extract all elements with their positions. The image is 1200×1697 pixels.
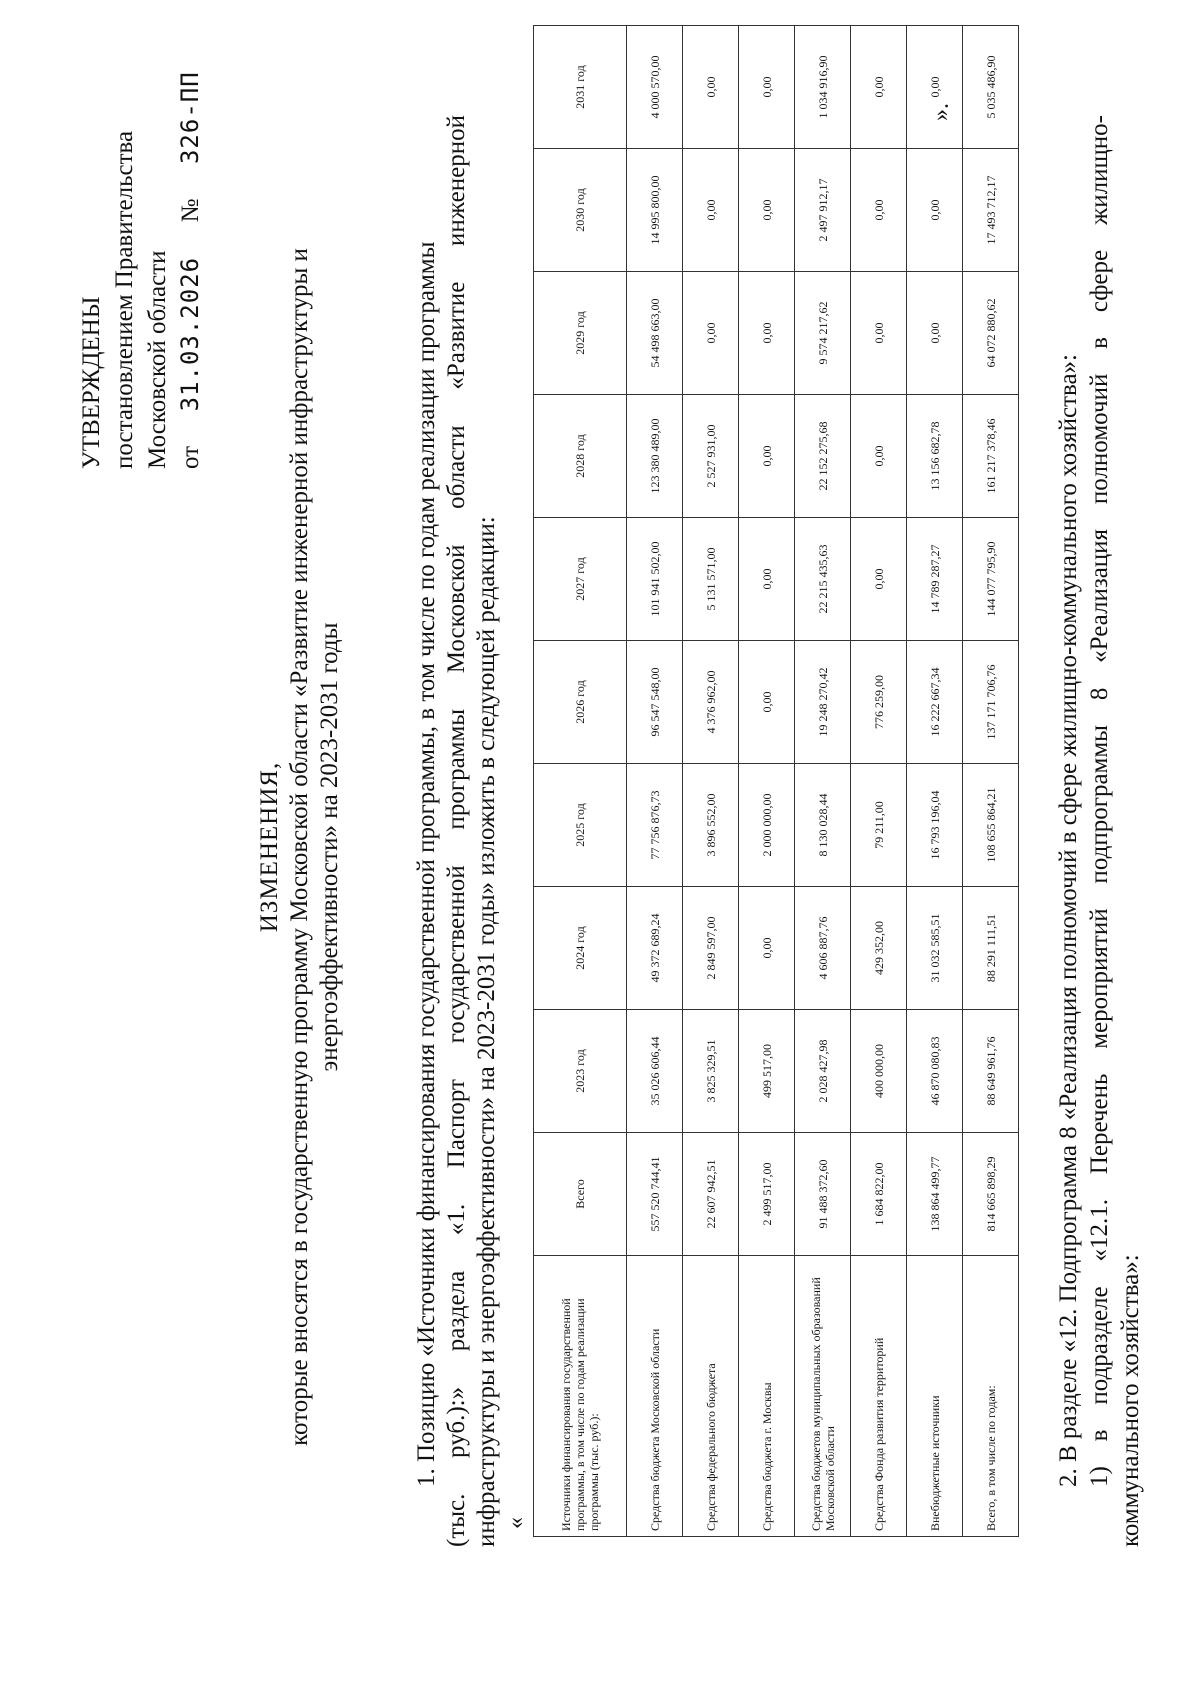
- row-value-cell: 35 026 606,44: [627, 1010, 683, 1133]
- row-total-cell: 557 520 744,41: [627, 1133, 683, 1256]
- row-value-cell: 0,00: [739, 641, 795, 764]
- paragraph-2-line-2-word: подразделе: [1086, 1286, 1113, 1405]
- paragraph-1-line-3: инфраструктуры и энергоэффективности» на 2023-2031 годы» изложить в следующей редакции:: [473, 516, 500, 1547]
- table-header-row: [534, 26, 627, 1537]
- approval-stamp: [75, 29, 207, 469]
- row-value-cell: 2 527 931,00: [683, 395, 739, 518]
- row-value-cell: 0,00: [907, 149, 963, 272]
- document-title: [255, 237, 345, 1457]
- row-value-cell: 0,00: [851, 395, 907, 518]
- row-total-cell: 1 684 822,00: [851, 1133, 907, 1256]
- title-line-2: энергоэффективности» на 2023-2031 годы: [316, 622, 343, 1072]
- row-value-cell: 0,00: [683, 149, 739, 272]
- paragraph-2-line-2-word: сфере: [1086, 249, 1113, 313]
- row-value-cell: 16 793 196,04: [907, 764, 963, 887]
- table-row: [627, 26, 683, 1537]
- table-row: [963, 26, 1019, 1537]
- paragraph-2-line-2-word: в: [1086, 1429, 1113, 1442]
- paragraph-1-line-2-word: инженерной: [443, 115, 470, 247]
- row-value-cell: 2 497 912,17: [795, 149, 851, 272]
- header-cell-year: 2031 год: [534, 26, 627, 149]
- row-value-cell: 0,00: [683, 272, 739, 395]
- paragraph-2-line-2-word: 8: [1086, 687, 1113, 701]
- row-value-cell: 0,00: [739, 272, 795, 395]
- row-source-cell: Средства бюджетов муниципальных образований Московской области: [795, 1256, 851, 1537]
- row-total-cell: 138 864 499,77: [907, 1133, 963, 1256]
- header-cell-year: 2028 год: [534, 395, 627, 518]
- paragraph-1-line-2-word: государственной: [443, 865, 470, 1044]
- row-value-cell: 0,00: [851, 518, 907, 641]
- row-value-cell: 2 028 427,98: [795, 1010, 851, 1133]
- row-value-cell: 4 606 887,76: [795, 887, 851, 1010]
- row-value-cell: 54 498 663,00: [627, 272, 683, 395]
- row-value-cell: 3 825 329,51: [683, 1010, 739, 1133]
- approval-number: 326-ПП: [176, 71, 204, 165]
- financing-table: [533, 25, 1019, 1537]
- approval-date-line: [174, 29, 207, 469]
- paragraph-2-line-2-word: жилищно-: [1086, 115, 1113, 226]
- paragraph-1-line-2-word: руб.):»: [443, 1386, 470, 1458]
- row-value-cell: 0,00: [739, 26, 795, 149]
- header-cell-year: 2023 год: [534, 1010, 627, 1133]
- row-value-cell: 5 035 486,90: [963, 26, 1019, 149]
- approval-line-2: постановлением Правительства: [111, 130, 138, 469]
- paragraph-2-line-2-word: «12.1.: [1086, 1199, 1113, 1262]
- row-value-cell: 2 849 597,00: [683, 887, 739, 1010]
- paragraph-1-line-2-word: области: [443, 425, 470, 509]
- row-source-cell: Средства бюджета Московской области: [627, 1256, 683, 1537]
- row-value-cell: 2 000 000,00: [739, 764, 795, 887]
- row-total-cell: 814 665 898,29: [963, 1133, 1019, 1256]
- row-value-cell: 13 156 682,78: [907, 395, 963, 518]
- row-value-cell: 0,00: [683, 26, 739, 149]
- approval-line-1: УТВЕРЖДЕНЫ: [78, 296, 105, 469]
- paragraph-2-line-2: [1084, 115, 1115, 1547]
- title-line-1: которые вносятся в государственную программу Московской области «Развитие инженерной инфраструктуры и: [286, 248, 313, 1446]
- row-value-cell: 5 131 571,00: [683, 518, 739, 641]
- row-value-cell: 88 649 961,76: [963, 1010, 1019, 1133]
- row-value-cell: 77 756 876,73: [627, 764, 683, 887]
- row-value-cell: 19 248 270,42: [795, 641, 851, 764]
- row-value-cell: 0,00: [851, 149, 907, 272]
- row-source-cell: Всего, в том числе по годам:: [963, 1256, 1019, 1537]
- header-cell-total: Всего: [534, 1133, 627, 1256]
- row-source-cell: Внебюджетные источники: [907, 1256, 963, 1537]
- row-value-cell: 1 034 916,90: [795, 26, 851, 149]
- paragraph-2: [1053, 115, 1146, 1547]
- paragraph-2-line-3: коммунального хозяйства»:: [1117, 1254, 1144, 1547]
- paragraph-2-line-2-word: Перечень: [1086, 1073, 1113, 1175]
- row-value-cell: 96 547 548,00: [627, 641, 683, 764]
- row-source-cell: Средства федерального бюджета: [683, 1256, 739, 1537]
- paragraph-1-line-1: 1. Позицию «Источники финансирования государственной программы, в том числе по годам реализации программы: [413, 241, 440, 1487]
- row-source-cell: Средства бюджета г. Москвы: [739, 1256, 795, 1537]
- row-value-cell: 108 655 864,21: [963, 764, 1019, 887]
- table-row: [739, 26, 795, 1537]
- table-row: [795, 26, 851, 1537]
- row-value-cell: 3 896 552,00: [683, 764, 739, 887]
- row-value-cell: 88 291 111,51: [963, 887, 1019, 1010]
- approval-number-sign: №: [177, 198, 204, 223]
- row-value-cell: 8 130 028,44: [795, 764, 851, 887]
- row-total-cell: 2 499 517,00: [739, 1133, 795, 1256]
- row-value-cell: 31 032 585,51: [907, 887, 963, 1010]
- row-value-cell: 0,00: [907, 26, 963, 149]
- paragraph-1-line-2-word: раздела: [443, 1270, 470, 1352]
- row-value-cell: 14 789 287,27: [907, 518, 963, 641]
- row-value-cell: 101 941 502,00: [627, 518, 683, 641]
- closing-quote: ».: [928, 103, 954, 121]
- row-value-cell: 429 352,00: [851, 887, 907, 1010]
- row-value-cell: 0,00: [907, 272, 963, 395]
- row-value-cell: 0,00: [851, 26, 907, 149]
- row-value-cell: 0,00: [739, 395, 795, 518]
- row-value-cell: 144 077 795,90: [963, 518, 1019, 641]
- row-value-cell: 22 152 275,68: [795, 395, 851, 518]
- row-value-cell: 17 493 712,17: [963, 149, 1019, 272]
- header-cell-year: 2026 год: [534, 641, 627, 764]
- row-value-cell: 776 259,00: [851, 641, 907, 764]
- header-cell-year: 2025 год: [534, 764, 627, 887]
- row-total-cell: 91 488 372,60: [795, 1133, 851, 1256]
- row-value-cell: 64 072 880,62: [963, 272, 1019, 395]
- row-value-cell: 123 380 489,00: [627, 395, 683, 518]
- row-value-cell: 4 000 570,00: [627, 26, 683, 149]
- row-value-cell: 16 222 667,34: [907, 641, 963, 764]
- paragraph-1-line-2-word: «Развитие: [443, 281, 470, 390]
- row-value-cell: 0,00: [739, 887, 795, 1010]
- row-value-cell: 49 372 689,24: [627, 887, 683, 1010]
- table-row: [907, 26, 963, 1537]
- row-total-cell: 22 607 942,51: [683, 1133, 739, 1256]
- row-value-cell: 22 215 435,63: [795, 518, 851, 641]
- paragraph-2-line-2-word: полномочий: [1086, 373, 1113, 505]
- paragraph-1-line-2-word: Московской: [443, 544, 470, 674]
- approval-from: от: [177, 445, 204, 469]
- row-value-cell: 0,00: [739, 149, 795, 272]
- row-source-cell: Средства Фонда развития территорий: [851, 1256, 907, 1537]
- financing-table-body: [534, 26, 1019, 1537]
- paragraph-2-line-2-word: «Реализация: [1086, 528, 1113, 663]
- paragraph-1-line-2-word: «1.: [443, 1203, 470, 1236]
- header-cell-year: 2030 год: [534, 149, 627, 272]
- row-value-cell: 0,00: [739, 518, 795, 641]
- opening-quote: «: [503, 1517, 529, 1529]
- approval-line-3: Московской области: [144, 250, 171, 469]
- row-value-cell: 4 376 962,00: [683, 641, 739, 764]
- header-cell-year: 2029 год: [534, 272, 627, 395]
- row-value-cell: 46 870 080,83: [907, 1010, 963, 1133]
- row-value-cell: 137 171 706,76: [963, 641, 1019, 764]
- paragraph-1-line-2: [442, 115, 472, 1547]
- table-row: [683, 26, 739, 1537]
- approval-date: 31.03.2026: [176, 256, 204, 412]
- paragraph-2-line-2-word: мероприятий: [1086, 908, 1113, 1049]
- row-value-cell: 0,00: [851, 272, 907, 395]
- row-value-cell: 79 211,00: [851, 764, 907, 887]
- header-cell-year: 2024 год: [534, 887, 627, 1010]
- paragraph-1-line-2-word: Паспорт: [443, 1079, 470, 1169]
- row-value-cell: 161 217 378,46: [963, 395, 1019, 518]
- header-cell-year: 2027 год: [534, 518, 627, 641]
- row-value-cell: 9 574 217,62: [795, 272, 851, 395]
- paragraph-2-line-2-word: подпрограммы: [1086, 725, 1113, 884]
- header-cell-source: Источники финансирования государственной программы, в том числе по годам реализации программы (тыс. руб.):: [534, 1256, 627, 1537]
- title-heading: ИЗМЕНЕНИЯ,: [256, 761, 283, 933]
- paragraph-2-line-2-word: в: [1086, 337, 1113, 349]
- row-value-cell: 499 517,00: [739, 1010, 795, 1133]
- paragraph-1: [412, 115, 502, 1547]
- paragraph-2-line-1: 2. В разделе «12. Подпрограмма 8 «Реализация полномочий в сфере жилищно-коммунального хозяйства»:: [1055, 353, 1082, 1487]
- table-row: [851, 26, 907, 1537]
- paragraph-1-line-2-word: программы: [443, 708, 470, 830]
- row-value-cell: 14 995 800,00: [627, 149, 683, 272]
- paragraph-2-line-2-word: 1): [1086, 1466, 1113, 1487]
- row-value-cell: 400 000,00: [851, 1010, 907, 1133]
- paragraph-1-line-2-word: (тыс.: [443, 1493, 470, 1547]
